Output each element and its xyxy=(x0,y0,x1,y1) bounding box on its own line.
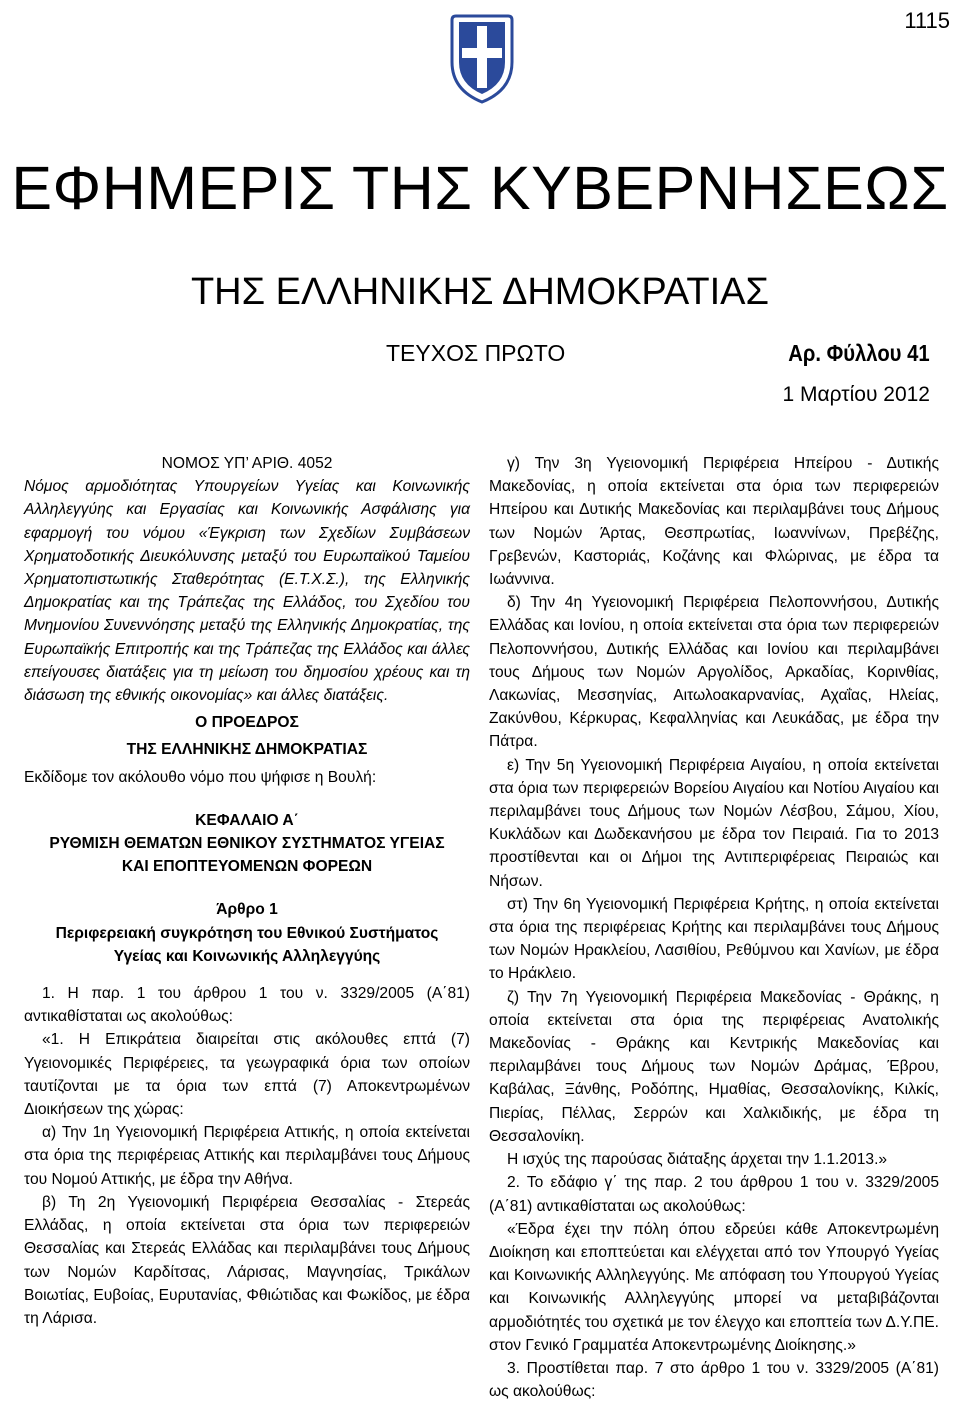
greek-coat-of-arms-icon xyxy=(444,12,520,105)
chapter-title-2: ΚΑΙ ΕΠΟΠΤΕΥΟΜΕΝΩΝ ΦΟΡΕΩΝ xyxy=(121,858,373,876)
article-title-1: Περιφερειακή συγκρότηση του Εθνικού Συστήματος xyxy=(55,924,439,942)
issue-line xyxy=(0,340,960,376)
paragraph: γ) Την 3η Υγειονομική Περιφέρεια Ηπείρου - Δυτικής Μακεδονίας, η οποία εκτείνεται στα όρια των περιφερειών Ηπείρου και Δυτικής Μακεδονίας και περιλαμβάνει τους Δήμους των Νομών Άρτας, Θεσπρωτίας, Ιωαννίνων, Πρεβέζης, Γρεβενών, Καστοριάς, Κοζάνης και Φλώρινας, με έδρα τα Ιωάννινα. xyxy=(489,455,939,589)
paragraph: δ) Την 4η Υγειονομική Περιφέρεια Πελοποννήσου, Δυτικής Ελλάδας και Ιονίου, η οποία εκτείνεται στα όρια των περιφερειών Πελοποννήσου, Δυτικής Ελλάδας και Ιονίου και περιλαμβάνει τους Δήμους των Νομών Αργολίδος, Αρκαδίας, Κορινθίας, Λακωνίας, Μεσσηνίας, Αιτωλοακαρνανίας, Αχαΐας, Ηλείας, Ζακύνθου, Κέρκυρας, Κεφαλληνίας και Λευκάδας, με έδρα την Πάτρα. xyxy=(489,594,939,751)
chapter-heading: ΚΕΦΑΛΑΙΟ Α΄ xyxy=(195,811,299,829)
article-heading: Άρθρο 1 xyxy=(216,901,278,919)
law-title: Νόμος αρμοδιότητας Υπουργείων Υγείας και Κοινωνικής Αλληλεγγύης και Εργασίας και Κοινωνικής Ασφάλισης για εφαρμογή του νόμου «Έγκριση των Σχεδίων Συμβάσεων Χρηματοδοτικής Διευκόλυνσης μεταξύ του Ευρωπαϊκού Ταμείου Χρηματοπιστωτικής Σταθερότητας (Ε.Τ.Χ.Σ.), της Ελληνικής Δημοκρατίας και της Τράπεζας της Ελλάδος, του Σχεδίου του Μνημονίου Συνεννόησης μεταξύ της Ελληνικής Δημοκρατίας, της Ευρωπαϊκής Επιτροπής και της Τράπεζας της Ελλάδος και άλλες επείγουσες διατάξεις για τη μείωση του δημοσίου χρέους και τη διάσωση της εθνικής οικονομίας» και άλλες διατάξεις. xyxy=(24,478,470,705)
gazette-subtitle: ΤΗΣ ΕΛΛΗΝΙΚΗΣ ΔΗΜΟΚΡΑΤΙΑΣ xyxy=(190,271,770,313)
left-column xyxy=(24,452,470,1330)
sheet-number: Αρ. Φύλλου 41 xyxy=(788,340,930,366)
page-number: 1115 xyxy=(904,8,950,33)
paragraph: ε) Την 5η Υγειονομική Περιφέρεια Αιγαίου, η οποία εκτείνεται στα όρια των περιφερειών Βορείου Αιγαίου και Νοτίου Αιγαίου και περιλαμβάνει τους Δήμους των Νομών Λέσβου, Σάμου, Χίου, Κυκλάδων και Δωδεκανήσου με έδρα τον Πειραιά. Για το 2013 προστίθενται και οι Δήμοι της Αντιπεριφέρειας Πειραιώς και Νήσων. xyxy=(489,756,939,890)
article-title-2: Υγείας και Κοινωνικής Αλληλεγγύης xyxy=(113,947,381,965)
paragraph: 1. Η παρ. 1 του άρθρου 1 του ν. 3329/2005 (Α΄81) αντικαθίσταται ως ακολούθως: xyxy=(24,985,470,1026)
paragraph: «Έδρα έχει την πόλη όπου εδρεύει κάθε Αποκεντρωμένη Διοίκηση και εποπτεύεται και ελέγχεται από τον Υπουργό Υγείας και Κοινωνικής Αλληλεγγύης. Με απόφαση του Υπουργού Υγείας και Κοινωνικής Αλληλεγγύης μπορεί να μεταβιβάζονται αρμοδιότητές του σχετικά με τον έλεγχο και εποπτεία των Δ.Υ.ΠΕ. στον Γενικό Γραμματέα Αποκεντρωμένης Διοίκησης.» xyxy=(489,1220,939,1354)
issue-series: ΤΕΥΧΟΣ ΠΡΩΤΟ xyxy=(386,340,566,366)
issue-date: 1 Μαρτίου 2012 xyxy=(782,383,930,406)
paragraph: ζ) Την 7η Υγειονομική Περιφέρεια Μακεδονίας - Θράκης, η οποία εκτείνεται στα όρια της περιφέρειας Ανατολικής Μακεδονίας - Θράκης και Κεντρικής Μακεδονίας και περιλαμβάνει τους Δήμους των Νομών Δράμας, Έβρου, Καβάλας, Ξάνθης, Ροδόπης, Ημαθίας, Θεσσαλονίκης, Κιλκίς, Πιερίας, Πέλλας, Σερρών και Χαλκιδικής, με έδρα τη Θεσσαλονίκη. xyxy=(489,988,939,1145)
law-number: ΝΟΜΟΣ ΥΠ’ ΑΡΙΘ. 4052 xyxy=(161,455,333,472)
gazette-title: ΕΦΗΜΕΡΙΣ ΤΗΣ ΚΥΒΕΡΝΗΣΕΩΣ xyxy=(11,154,949,222)
right-column xyxy=(489,452,939,1403)
paragraph: 2. Το εδάφιο γ΄ της παρ. 2 του άρθρου 1 του ν. 3329/2005 (Α΄81) αντικαθίσταται ως ακολούθως: xyxy=(489,1174,939,1215)
chapter-title-1: ΡΥΘΜΙΣΗ ΘΕΜΑΤΩΝ ΕΘΝΙΚΟΥ ΣΥΣΤΗΜΑΤΟΣ ΥΓΕΙΑΣ xyxy=(49,835,445,853)
paragraph: β) Τη 2η Υγειονομική Περιφέρεια Θεσσαλίας - Στερεάς Ελλάδας, η οποία εκτείνεται στα όρια των περιφερειών Θεσσαλίας και Στερεάς Ελλάδας και περιλαμβάνει τους Δήμους των Νομών Καρδίτσας, Λάρισας, Μαγνησίας, Τρικάλων Βοιωτίας, Ευβοίας, Ευρυτανίας, Φθιώτιδας και Φωκίδος, με έδρα τη Λάρισα. xyxy=(24,1193,470,1327)
president-heading-2: ΤΗΣ ΕΛΛΗΝΙΚΗΣ ΔΗΜΟΚΡΑΤΙΑΣ xyxy=(126,741,368,759)
paragraph: στ) Την 6η Υγειονομική Περιφέρεια Κρήτης, η οποία εκτείνεται στα όρια της περιφέρειας Κρήτης και περιλαμβάνει τους Δήμους των Νομών Ηρακλείου, Λασιθίου, Ρεθύμνου και Χανίων, με έδρα το Ηράκλειο. xyxy=(489,895,939,983)
paragraph: Η ισχύς της παρούσας διάταξης άρχεται την 1.1.2013.» xyxy=(507,1151,888,1169)
paragraph: «1. Η Επικράτεια διαιρείται στις ακόλουθες επτά (7) Υγειονομικές Περιφέρειες, τα γεωγραφικά όρια των οποίων ταυτίζονται με τα όρια των επτά (7) Αποκεντρωμένων Διοικήσεων της χώρας: xyxy=(24,1031,470,1119)
president-heading-1: Ο ΠΡΟΕΔΡΟΣ xyxy=(195,714,299,732)
enactment-clause: Εκδίδομε τον ακόλουθο νόμο που ψήφισε η Βουλή: xyxy=(24,768,377,786)
paragraph: α) Την 1η Υγειονομική Περιφέρεια Αττικής, η οποία εκτείνεται στα όρια της περιφέρειας Αττικής και περιλαμβάνει τους Δήμους του Νομού Αττικής, με έδρα την Αθήνα. xyxy=(24,1124,470,1188)
paragraph: 3. Προστίθεται παρ. 7 στο άρθρο 1 του ν. 3329/2005 (Α΄81) ως ακολούθως: xyxy=(489,1359,939,1401)
